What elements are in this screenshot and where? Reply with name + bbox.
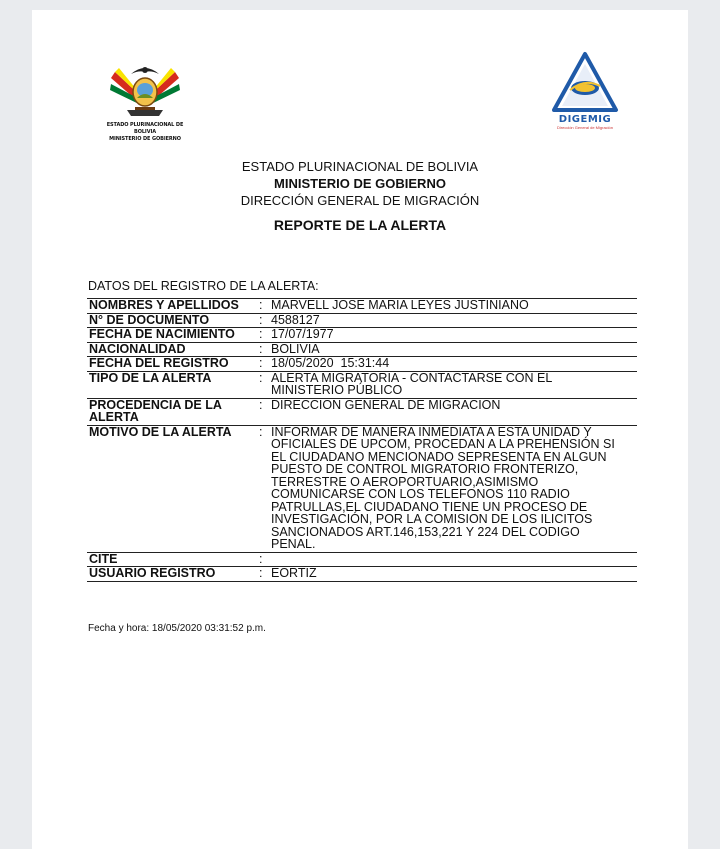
field-label: NOMBRES Y APELLIDOS [87, 299, 259, 314]
field-separator: : [259, 425, 271, 552]
field-label: NACIONALIDAD [87, 342, 259, 357]
field-separator: : [259, 357, 271, 372]
field-separator: : [259, 567, 271, 582]
field-value: 17/07/1977 [271, 328, 637, 343]
field-row-user [87, 567, 637, 582]
field-label: USUARIO REGISTRO [87, 567, 259, 582]
field-row-birthdate [87, 328, 637, 343]
field-value: ALERTA MIGRATORIA - CONTACTARSE CON EL MINISTERIO PÚBLICO [271, 371, 637, 398]
field-separator: : [259, 299, 271, 314]
report-title: REPORTE DE LA ALERTA [273, 217, 447, 233]
coat-of-arms-icon [105, 60, 185, 122]
field-label: FECHA DE NACIMIENTO [87, 328, 259, 343]
field-separator: : [259, 552, 271, 567]
field-separator: : [259, 371, 271, 398]
field-row-nationality [87, 342, 637, 357]
field-value: DIRECCION GENERAL DE MIGRACION [271, 398, 637, 425]
field-value: MARVELL JOSE MARIA LEYES JUSTINIANO [271, 299, 637, 314]
field-row-origin [87, 398, 637, 425]
alert-fields-table [87, 298, 637, 582]
field-row-alert-type [87, 371, 637, 398]
field-row-cite [87, 552, 637, 567]
field-separator: : [259, 313, 271, 328]
field-label: FECHA DEL REGISTRO [87, 357, 259, 372]
header-ministry: MINISTERIO DE GOBIERNO [274, 176, 446, 191]
field-separator: : [259, 328, 271, 343]
field-label: CITE [87, 552, 259, 567]
field-value: 4588127 [271, 313, 637, 328]
field-separator: : [259, 342, 271, 357]
field-separator: : [259, 398, 271, 425]
logo-caption-state: ESTADO PLURINACIONAL DE BOLIVIA [106, 122, 184, 135]
digemig-triangle-icon [550, 50, 620, 114]
field-value: INFORMAR DE MANERA INMEDIATA A ESTA UNIDAD Y OFICIALES DE UPCOM, PROCEDAN A LA PREHENSIÓN SI EL CIUDADANO MENCIONADO SEPRESENTA EN ALGUN PUESTO DE CONTROL MIGRATORIO FRONTERIZO, TERRESTRE O AEROPORTUARIO,ASIMISMO COMUNICARSE CON LOS TELEFONOS 110 RADIO PATRULLAS,EL CIUDADANO TIENE UN PROCESO DE INVESTIGACIÓN, POR LA COMISION DE LOS ILICITOS SANCIONADOS ART.146,153,221 Y 224 DEL CODIGO PENAL. [271, 425, 637, 552]
field-row-names [87, 299, 637, 314]
field-label: TIPO DE LA ALERTA [87, 371, 259, 398]
field-label: MOTIVO DE LA ALERTA [87, 425, 259, 552]
field-row-reason [87, 425, 637, 552]
print-timestamp: Fecha y hora: 18/05/2020 03:31:52 p.m. [88, 623, 266, 634]
field-value: BOLIVIA [271, 342, 637, 357]
bolivia-coat-of-arms-logo [100, 60, 190, 143]
header-directorate: DIRECCIÓN GENERAL DE MIGRACIÓN [240, 193, 480, 208]
field-value [271, 552, 637, 567]
document-page [32, 10, 688, 849]
document-header [32, 158, 688, 234]
field-label: PROCEDENCIA DE LA ALERTA [87, 398, 259, 425]
digemig-wordmark: DIGEMIG [558, 114, 612, 125]
digemig-logo [540, 50, 630, 131]
section-label: DATOS DEL REGISTRO DE LA ALERTA: [88, 279, 319, 293]
logo-caption-ministry: MINISTERIO DE GOBIERNO [109, 136, 181, 142]
digemig-subtitle: Dirección General de Migración [556, 125, 614, 130]
field-value: EORTIZ [271, 567, 637, 582]
field-label: N° DE DOCUMENTO [87, 313, 259, 328]
header-state: ESTADO PLURINACIONAL DE BOLIVIA [241, 159, 479, 174]
field-row-document [87, 313, 637, 328]
field-row-registration-date [87, 357, 637, 372]
field-value: 18/05/2020 15:31:44 [271, 357, 637, 372]
